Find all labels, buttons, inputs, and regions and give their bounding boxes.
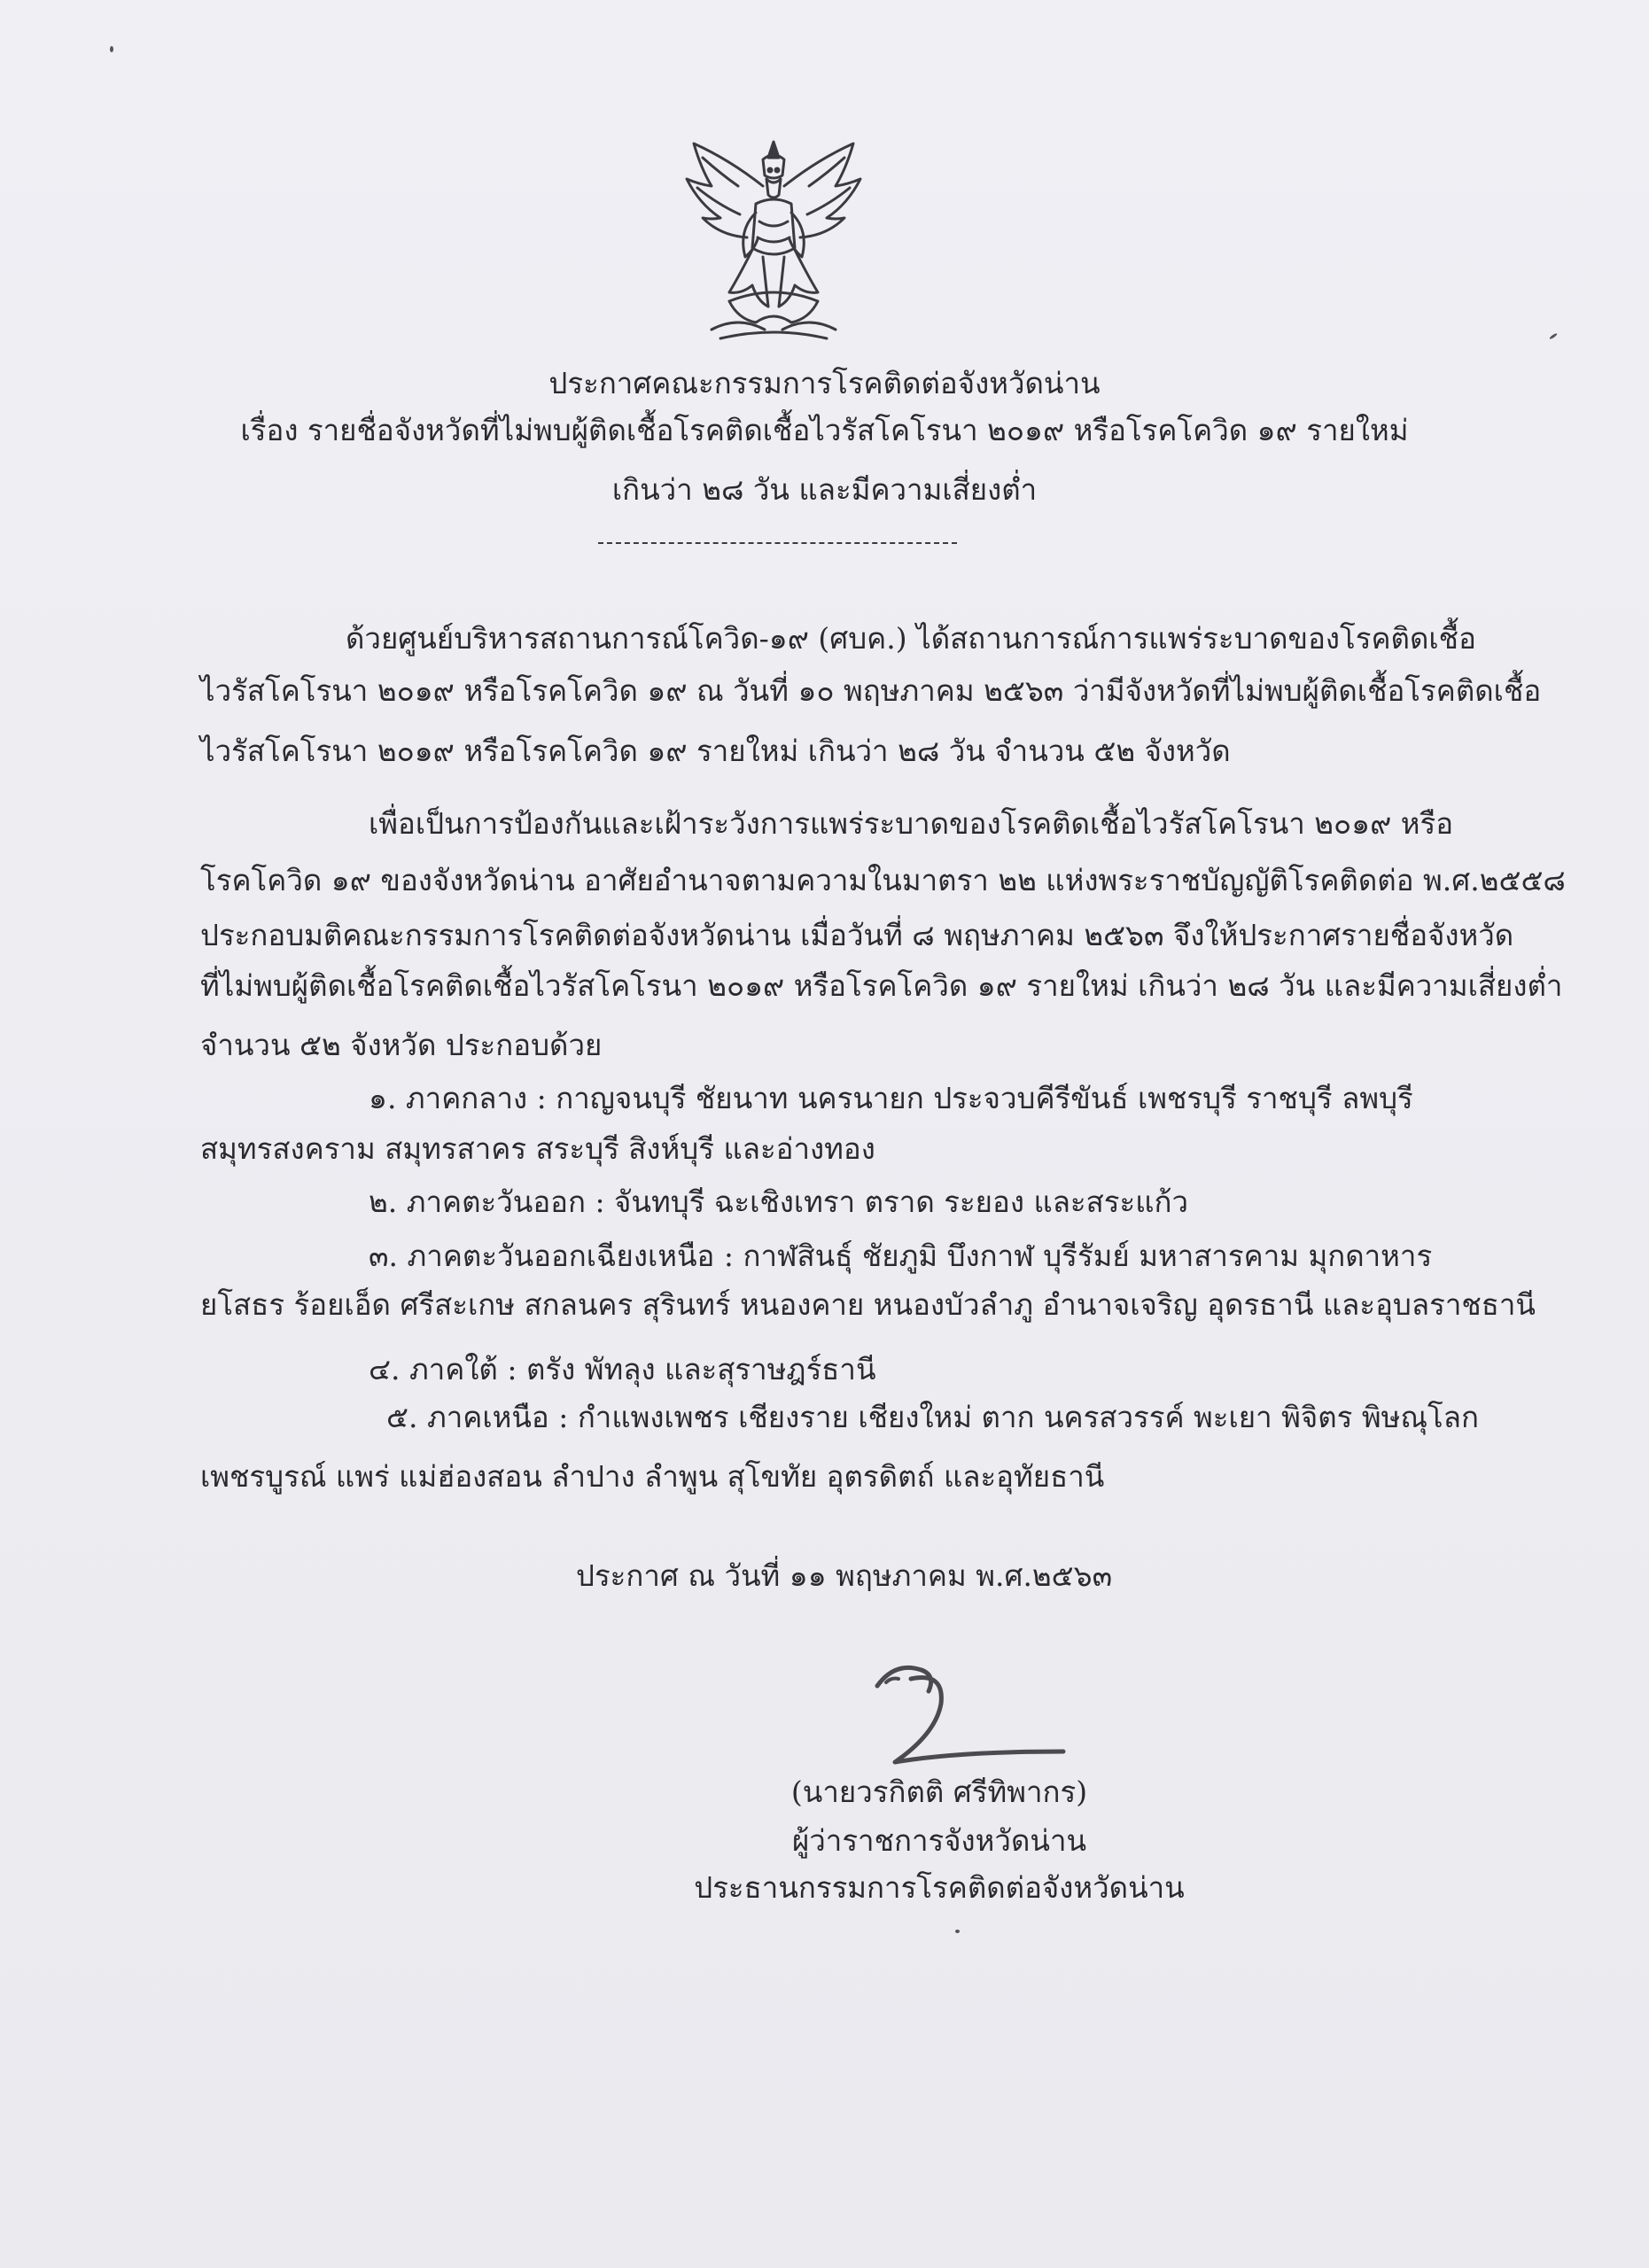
announcement-subject: เรื่อง รายชื่อจังหวัดที่ไม่พบผู้ติดเชื้อโรคติดเชื้อไวรัสโคโรนา ๒๐๑๙ หรือโรคโควิด ๑๙ รายใหม่	[240, 413, 1409, 447]
scan-speck	[955, 1930, 960, 1933]
region-northeast-cont: ยโสธร ร้อยเอ็ด ศรีสะเกษ สกลนคร สุรินทร์ หนองคาย หนองบัวลำภู อำนาจเจริญ อุดรธานี และอุบลราชธานี	[200, 1287, 1536, 1322]
announcement-title: ประกาศคณะกรรมการโรคติดต่อจังหวัดน่าน	[548, 366, 1101, 400]
paragraph-1-line-2: ไวรัสโคโรนา ๒๐๑๙ หรือโรคโควิด ๑๙ ณ วันที่ ๑๐ พฤษภาคม ๒๕๖๓ ว่ามีจังหวัดที่ไม่พบผู้ติดเชื้อโรคติดเชื้อ	[200, 673, 1542, 708]
announcement-subject-cont: เกินว่า ๒๘ วัน และมีความเสี่ยงต่ำ	[611, 472, 1038, 507]
paragraph-2-line-3: ประกอบมติคณะกรรมการโรคติดต่อจังหวัดน่าน เมื่อวันที่ ๘ พฤษภาคม ๒๕๖๓ จึงให้ประกาศรายชื่อจังหวัด	[200, 918, 1514, 952]
region-east: ๒. ภาคตะวันออก : จันทบุรี ฉะเชิงเทรา ตราด ระยอง และสระแก้ว	[369, 1184, 1189, 1219]
paragraph-1-line-1: ด้วยศูนย์บริหารสถานการณ์โควิด-๑๙ (ศบค.) ได้สถานการณ์การแพร่ระบาดของโรคติดเชื้อ	[346, 621, 1476, 656]
region-south: ๔. ภาคใต้ : ตรัง พัทลุง และสุราษฎร์ธานี	[369, 1352, 876, 1386]
announcement-date: ประกาศ ณ วันที่ ๑๑ พฤษภาคม พ.ศ.๒๕๖๓	[576, 1558, 1113, 1593]
garuda-emblem-icon	[676, 133, 871, 346]
paragraph-1-line-3: ไวรัสโคโรนา ๒๐๑๙ หรือโรคโควิด ๑๙ รายใหม่ เกินว่า ๒๘ วัน จำนวน ๕๒ จังหวัด	[200, 734, 1231, 768]
paragraph-2-line-1: เพื่อเป็นการป้องกันและเฝ้าระวังการแพร่ระบาดของโรคติดเชื้อไวรัสโคโรนา ๒๐๑๙ หรือ	[369, 806, 1454, 841]
signer-committee-title: ประธานกรรมการโรคติดต่อจังหวัดน่าน	[694, 1870, 1185, 1905]
paragraph-2-line-5: จำนวน ๕๒ จังหวัด ประกอบด้วย	[200, 1028, 603, 1062]
scan-speck	[1549, 332, 1558, 339]
region-northeast: ๓. ภาคตะวันออกเฉียงเหนือ : กาฬสินธุ์ ชัยภูมิ บึงกาฬ บุรีรัมย์ มหาสารคาม มุกดาหาร	[369, 1239, 1433, 1273]
paragraph-2-line-2: โรคโควิด ๑๙ ของจังหวัดน่าน อาศัยอำนาจตามความในมาตรา ๒๒ แห่งพระราชบัญญัติโรคติดต่อ พ.ศ.๒๕๕๘	[200, 863, 1566, 897]
scan-speck	[110, 46, 113, 52]
signer-title: ผู้ว่าราชการจังหวัดน่าน	[791, 1823, 1087, 1858]
region-central-cont: สมุทรสงคราม สมุทรสาคร สระบุรี สิงห์บุรี และอ่างทอง	[200, 1131, 875, 1166]
region-central: ๑. ภาคกลาง : กาญจนบุรี ชัยนาท นครนายก ประจวบคีรีขันธ์ เพชรบุรี ราชบุรี ลพบุรี	[369, 1081, 1413, 1115]
paragraph-2-line-4: ที่ไม่พบผู้ติดเชื้อโรคติดเชื้อไวรัสโคโรนา ๒๐๑๙ หรือโรคโควิด ๑๙ รายใหม่ เกินว่า ๒๘ วัน และมีความเสี่ยงต่ำ	[200, 968, 1563, 1003]
handwritten-signature	[860, 1652, 1072, 1785]
signer-name: (นายวรกิตติ ศรีทิพากร)	[790, 1775, 1088, 1809]
region-north: ๕. ภาคเหนือ : กำแพงเพชร เชียงราย เชียงใหม่ ตาก นครสวรรค์ พะเยา พิจิตร พิษณุโลก	[386, 1400, 1479, 1434]
region-north-cont: เพชรบูรณ์ แพร่ แม่ฮ่องสอน ลำปาง ลำพูน สุโขทัย อุตรดิตถ์ และอุทัยธานี	[200, 1459, 1105, 1494]
title-divider	[598, 542, 957, 544]
